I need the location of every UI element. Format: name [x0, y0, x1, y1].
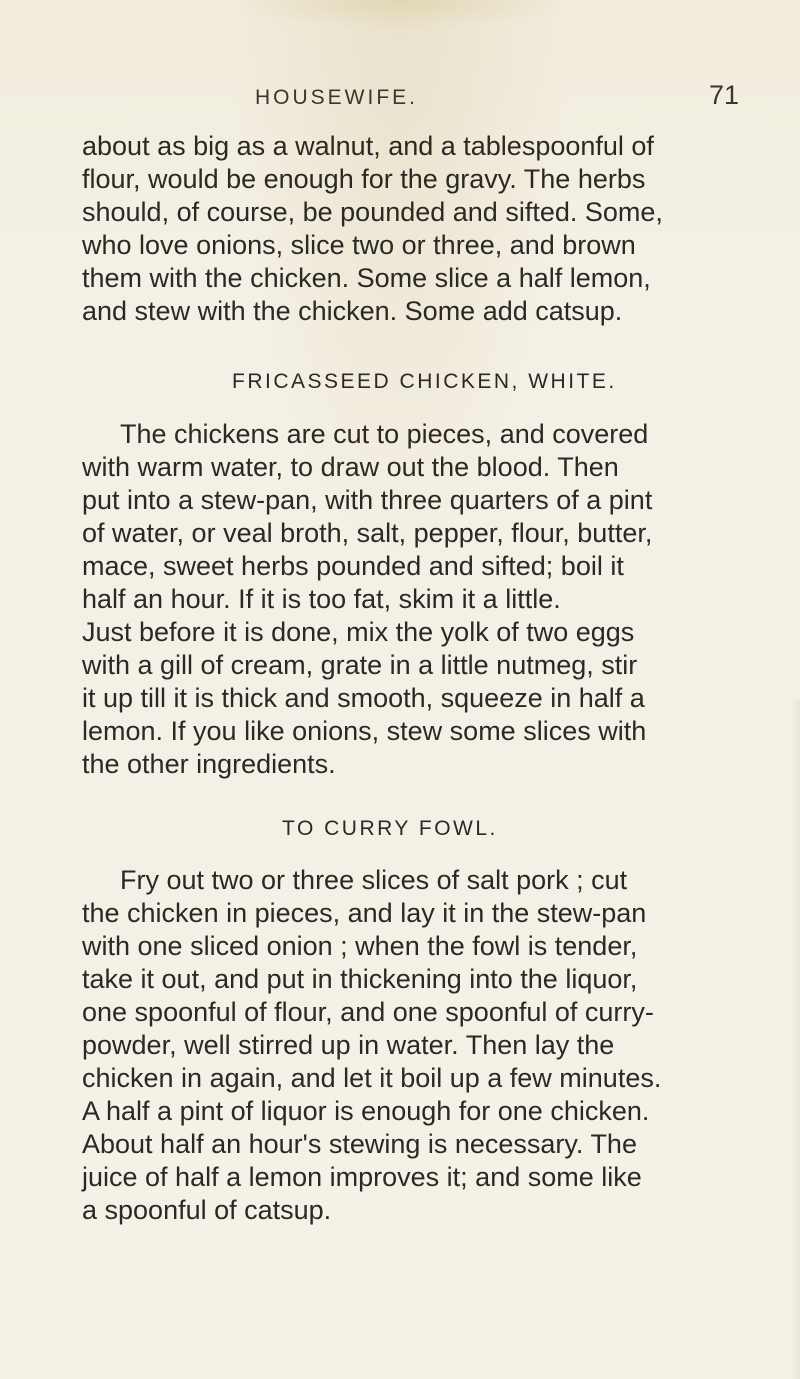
text-line: powder, well stirred up in water. Then lay the	[82, 1030, 615, 1060]
text-line: The chickens are cut to pieces, and covered	[120, 419, 649, 449]
text-line: put into a stew-pan, with three quarters of a pint	[82, 485, 653, 515]
text-line: A half a pint of liquor is enough for one chicken.	[82, 1096, 650, 1126]
text-line: it up till it is thick and smooth, squeeze in half a	[82, 683, 645, 713]
paper-stain	[230, 0, 570, 30]
section-heading: TO CURRY FOWL.	[282, 817, 498, 840]
text-line: the other ingredients.	[82, 749, 336, 779]
text-line: of water, or veal broth, salt, pepper, flour, butter,	[82, 518, 653, 548]
text-line: with warm water, to draw out the blood. Then	[82, 452, 619, 482]
text-line: a spoonful of catsup.	[82, 1195, 332, 1225]
text-line: chicken in again, and let it boil up a few minutes.	[82, 1063, 662, 1093]
text-line: half an hour. If it is too fat, skim it a little.	[82, 584, 561, 614]
page-number: 71	[709, 80, 740, 110]
text-line: them with the chicken. Some slice a half lemon,	[82, 263, 651, 293]
text-line: mace, sweet herbs pounded and sifted; boil it	[82, 551, 624, 581]
text-line: with one sliced onion ; when the fowl is tender,	[82, 931, 638, 961]
text-line: should, of course, be pounded and sifted. Some,	[82, 197, 663, 227]
text-line: one spoonful of flour, and one spoonful of curry-	[82, 997, 654, 1027]
text-line: take it out, and put in thickening into the liquor,	[82, 964, 638, 994]
page-edge-shadow	[792, 700, 800, 1379]
text-line: juice of half a lemon improves it; and some like	[82, 1162, 642, 1192]
text-line: flour, would be enough for the gravy. The herbs	[82, 164, 646, 194]
text-line: with a gill of cream, grate in a little nutmeg, stir	[82, 650, 638, 680]
running-head	[0, 72, 800, 112]
text-line: and stew with the chicken. Some add catsup.	[82, 296, 623, 326]
section-heading: FRICASSEED CHICKEN, WHITE.	[232, 370, 617, 393]
text-line: Fry out two or three slices of salt pork ; cut	[120, 865, 628, 895]
text-line: who love onions, slice two or three, and brown	[82, 230, 636, 260]
text-line: about as big as a walnut, and a tablespoonful of	[82, 131, 654, 161]
text-line: Just before it is done, mix the yolk of two eggs	[82, 617, 635, 647]
text-line: lemon. If you like onions, stew some slices with	[82, 716, 647, 746]
text-line: About half an hour's stewing is necessary. The	[82, 1129, 637, 1159]
text-line: the chicken in pieces, and lay it in the stew-pan	[82, 898, 647, 928]
running-head-title: HOUSEWIFE.	[255, 86, 419, 109]
